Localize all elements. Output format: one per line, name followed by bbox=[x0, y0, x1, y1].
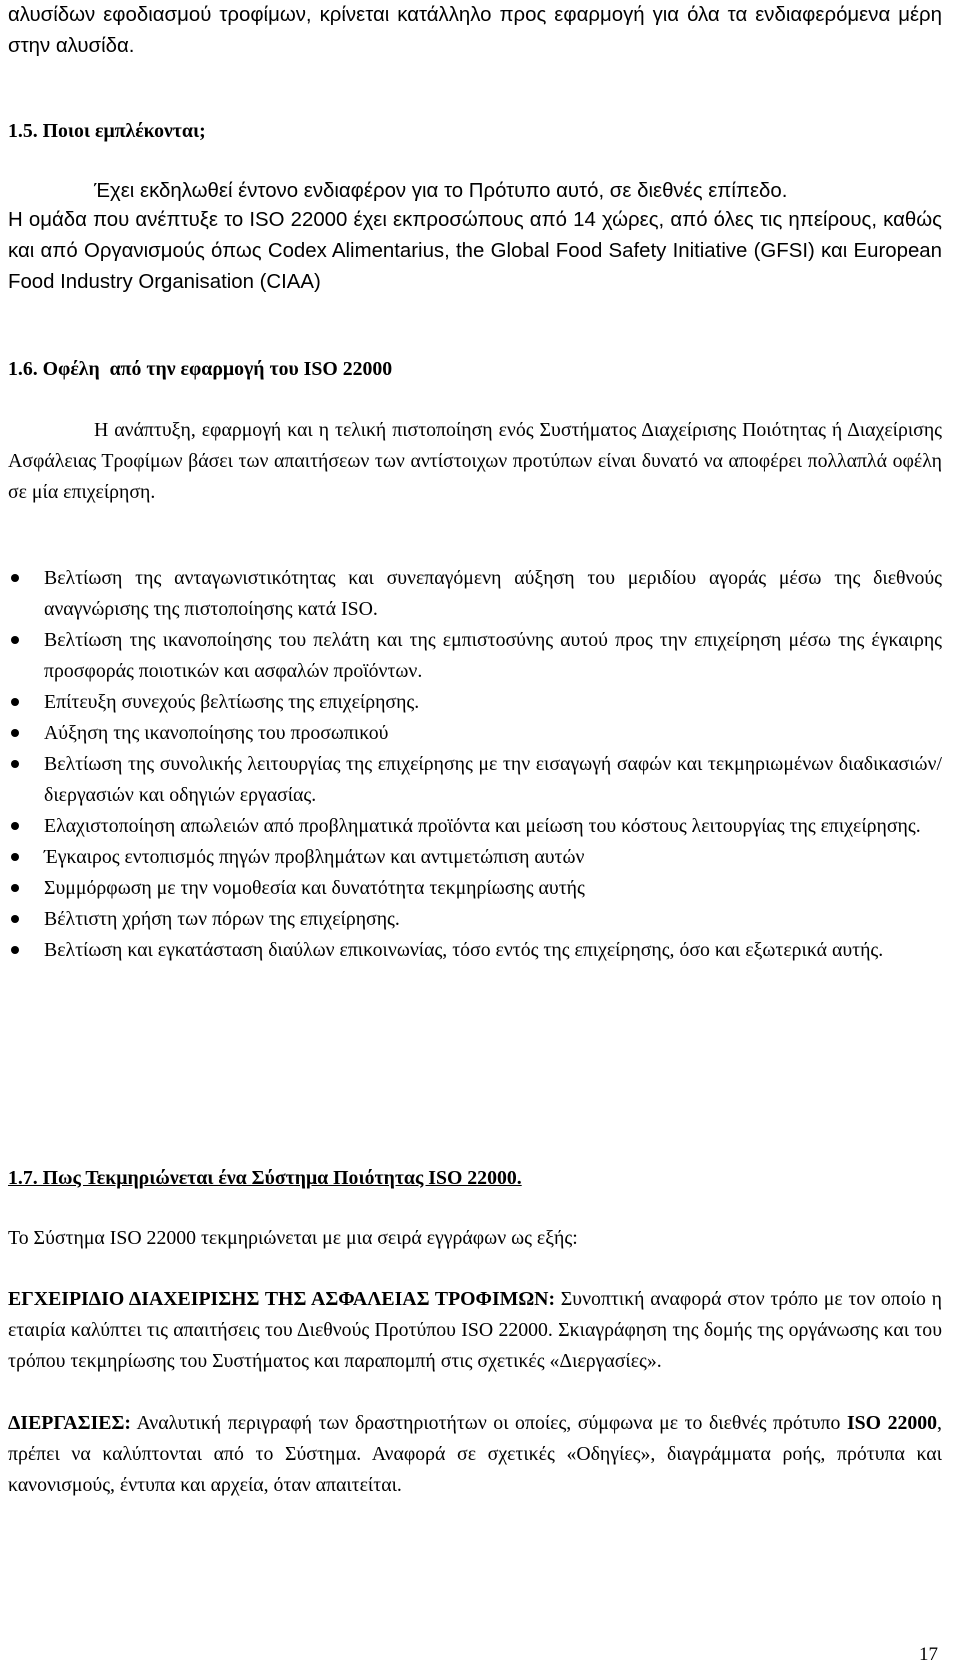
section-1-6-intro: Η ανάπτυξη, εφαρμογή και η τελική πιστοποίηση ενός Συστήματος Διαχείρισης Ποιότητας ή Διαχείρισης Ασφάλειας Τροφίμων βάσει των απαιτήσεων των αντίστοιχων προτύπων είναι δυνατό να αποφέρει πολλαπλά οφέλη σε μία επιχείρηση. bbox=[8, 419, 942, 503]
processes-term: ΔΙΕΡΓΑΣΙΕΣ: bbox=[8, 1412, 131, 1434]
bullet-icon bbox=[11, 729, 19, 737]
bullet-icon bbox=[11, 698, 19, 706]
list-item: Βελτίωση της ικανοποίησης του πελάτη και της εμπιστοσύνης αυτού προς την επιχείρηση μέσω της έγκαιρης προσφοράς ποιοτικών και ασφαλών προϊόντων. bbox=[8, 625, 942, 687]
manual-term: ΕΓΧΕΙΡΙΔΙΟ ΔΙΑΧΕΙΡΙΣΗΣ ΤΗΣ ΑΣΦΑΛΕΙΑΣ ΤΡΟΦΙΜΩΝ: bbox=[8, 1288, 556, 1310]
bullet-icon bbox=[11, 946, 19, 954]
list-item: Βελτίωση της συνολικής λειτουργίας της επιχείρησης με την εισαγωγή σαφών και τεκμηριωμένων διαδικασιών/ διεργασιών και οδηγιών εργασίας. bbox=[8, 749, 942, 811]
bullet-icon bbox=[11, 760, 19, 768]
processes-standard: ISO 22000 bbox=[846, 1412, 938, 1434]
list-item: Συμμόρφωση με την νομοθεσία και δυνατότητα τεκμηρίωσης αυτής bbox=[8, 873, 942, 904]
manual-paragraph bbox=[8, 1284, 942, 1377]
benefits-list bbox=[8, 563, 942, 966]
list-item: Έγκαιρος εντοπισμός πηγών προβλημάτων και αντιμετώπιση αυτών bbox=[8, 842, 942, 873]
section-1-5-para2: Η ομάδα που ανέπτυξε το ISO 22000 έχει εκπροσώπους από 14 χώρες, από όλες τις ηπείρους, καθώς και από Οργανισμούς όπως Codex Alimentarius, the Global Food Safety Initiative (GFSI) και European Food Industry Organisation (CIAA) bbox=[8, 209, 942, 293]
bullet-icon bbox=[11, 915, 19, 923]
processes-paragraph bbox=[8, 1408, 942, 1501]
page-number: 17 bbox=[919, 1644, 938, 1665]
section-1-7-intro: Το Σύστημα ISO 22000 τεκμηριώνεται με μια σειρά εγγράφων ως εξής: bbox=[8, 1227, 578, 1249]
list-item: Βελτίωση και εγκατάσταση διαύλων επικοινωνίας, τόσο εντός της επιχείρησης, όσο και εξωτερικά αυτής. bbox=[8, 935, 942, 966]
bullet-icon bbox=[11, 853, 19, 861]
bullet-icon bbox=[11, 884, 19, 892]
section-1-5-heading: 1.5. Ποιοι εμπλέκονται; bbox=[8, 120, 206, 142]
bullet-icon bbox=[11, 822, 19, 830]
section-1-5-para1: Έχει εκδηλωθεί έντονο ενδιαφέρον για το Πρότυπο αυτό, σε διεθνές επίπεδο. bbox=[94, 180, 788, 202]
bullet-icon bbox=[11, 574, 19, 582]
section-1-6-heading: 1.6. Οφέλη από την εφαρμογή του ISO 22000 bbox=[8, 358, 393, 380]
list-item: Βελτίωση της ανταγωνιστικότητας και συνεπαγόμενη αύξηση του μεριδίου αγοράς μέσω της διεθνούς αναγνώρισης της πιστοποίησης κατά ISO. bbox=[8, 563, 942, 625]
list-item: Βέλτιστη χρήση των πόρων της επιχείρησης. bbox=[8, 904, 942, 935]
processes-text-b: , πρέπει να καλύπτονται από το Σύστημα. Αναφορά σε σχετικές «Οδηγίες», διαγράμματα ροής, πρότυπα και κανονισμούς, έντυπα και αρχεία, όταν απαιτείται. bbox=[8, 1412, 942, 1496]
list-item: Ελαχιστοποίηση απωλειών από προβληματικά προϊόντα και μείωση του κόστους λειτουργίας της επιχείρησης. bbox=[8, 811, 942, 842]
section-1-7-heading: 1.7. Πως Τεκμηριώνεται ένα Σύστημα Ποιότητας ISO 22000. bbox=[8, 1167, 522, 1189]
processes-text-a: Αναλυτική περιγραφή των δραστηριοτήτων οι οποίες, σύμφωνα με το διεθνές πρότυπο bbox=[131, 1412, 847, 1434]
intro-continuation: αλυσίδων εφοδιασμού τροφίμων, κρίνεται κατάλληλο προς εφαρμογή για όλα τα ενδιαφερόμενα μέρη στην αλυσίδα. bbox=[8, 4, 942, 57]
list-item: Επίτευξη συνεχούς βελτίωσης της επιχείρησης. bbox=[8, 687, 942, 718]
bullet-icon bbox=[11, 636, 19, 644]
manual-text: Συνοπτική αναφορά στον τρόπο με τον οποίο η εταιρία καλύπτει τις απαιτήσεις του Διεθνούς Προτύπου ISO 22000. Σκιαγράφηση της δομής της οργάνωσης και του τρόπου τεκμηρίωσης του Συστήματος και παραπομπή στις σχετικές «Διεργασίες». bbox=[8, 1288, 942, 1372]
list-item: Αύξηση της ικανοποίησης του προσωπικού bbox=[8, 718, 942, 749]
